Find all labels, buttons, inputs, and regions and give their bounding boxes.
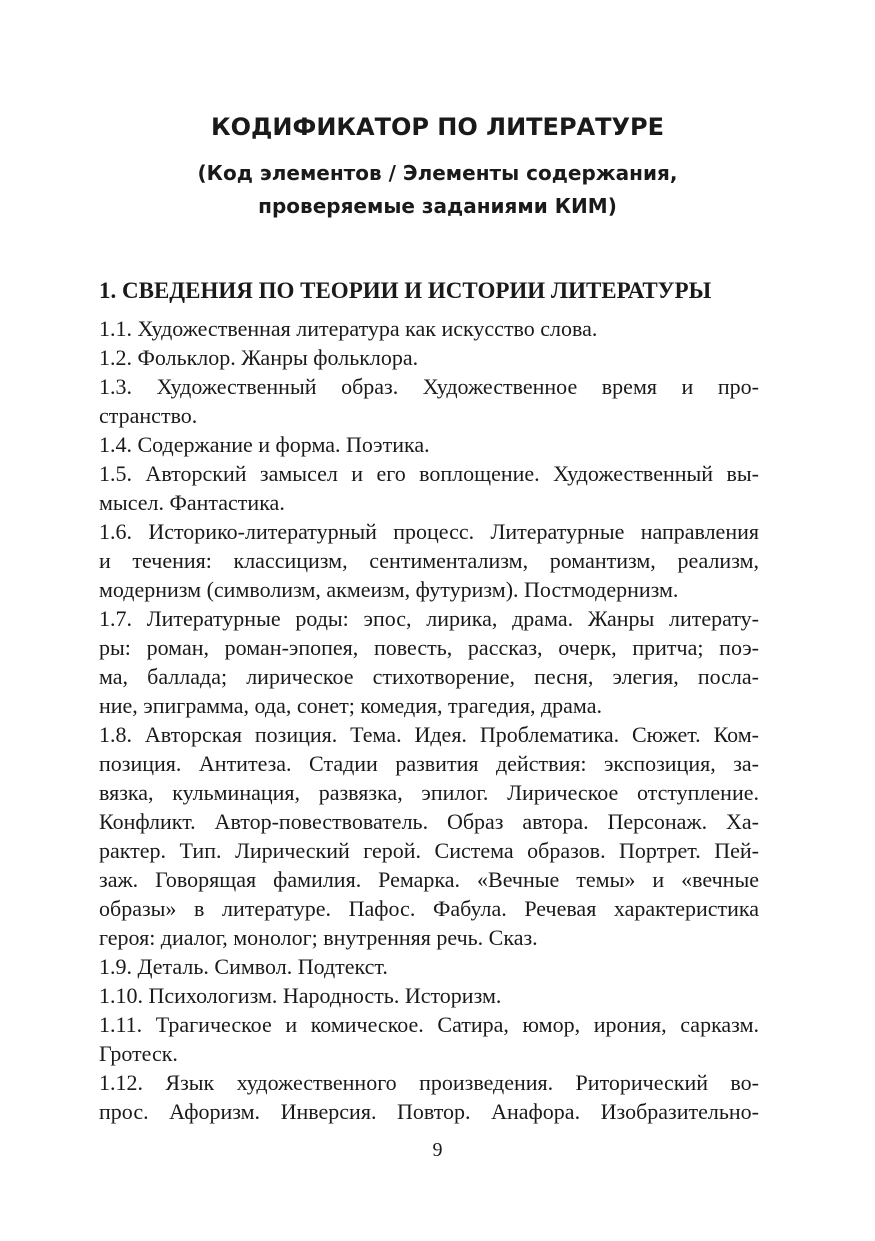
document-title: КОДИФИКАТОР ПО ЛИТЕРАТУРЕ bbox=[211, 113, 664, 141]
codifier-item-line: и течения: классицизм, сентиментализм, романтизм, реализм, bbox=[99, 548, 759, 573]
codifier-item-line: ние, эпиграмма, ода, сонет; комедия, трагедия, драма. bbox=[99, 693, 602, 718]
codifier-item-line: заж. Говорящая фамилия. Ремарка. «Вечные темы» и «вечные bbox=[99, 867, 759, 892]
subtitle-line-1: (Код элементов / Элементы содержания, bbox=[197, 161, 678, 185]
codifier-item-line: 1.3. Художественный образ. Художественное время и про- bbox=[99, 374, 759, 399]
codifier-item-line: прос. Афоризм. Инверсия. Повтор. Анафора. Изобразительно- bbox=[99, 1099, 759, 1124]
codifier-item bbox=[99, 720, 759, 952]
codifier-item bbox=[99, 952, 759, 981]
codifier-item-line: 1.1. Художественная литература как искусство слова. bbox=[99, 316, 598, 341]
subtitle-line-2: проверяемые заданиями КИМ) bbox=[258, 194, 617, 218]
codifier-item-line: 1.12. Язык художественного произведения. Риторический во- bbox=[99, 1070, 759, 1095]
codifier-item-line: 1.4. Содержание и форма. Поэтика. bbox=[99, 432, 430, 457]
codifier-item bbox=[99, 517, 759, 604]
codifier-item bbox=[99, 459, 759, 517]
codifier-item-line: 1.6. Историко-литературный процесс. Литературные направления bbox=[99, 519, 759, 544]
codifier-item-line: вязка, кульминация, развязка, эпилог. Лирическое отступление. bbox=[99, 780, 759, 805]
codifier-item bbox=[99, 604, 759, 720]
codifier-item bbox=[99, 314, 759, 343]
codifier-item-line: странство. bbox=[99, 403, 198, 428]
codifier-item-line: ма, баллада; лирическое стихотворение, песня, элегия, посла- bbox=[99, 664, 759, 689]
codifier-item-line: ры: роман, роман-эпопея, повесть, рассказ, очерк, притча; поэ- bbox=[99, 635, 759, 660]
codifier-item-line: Конфликт. Автор-повествователь. Образ автора. Персонаж. Ха- bbox=[99, 809, 759, 834]
codifier-item-line: мысел. Фантастика. bbox=[99, 490, 285, 515]
page-number: 9 bbox=[432, 1139, 443, 1161]
codifier-item bbox=[99, 1068, 759, 1126]
codifier-item-line: 1.8. Авторская позиция. Тема. Идея. Проблематика. Сюжет. Ком- bbox=[99, 722, 759, 747]
codifier-item-line: Гротеск. bbox=[99, 1041, 178, 1066]
codifier-item-line: рактер. Тип. Лирический герой. Система образов. Портрет. Пей- bbox=[99, 838, 759, 863]
codifier-item bbox=[99, 372, 759, 430]
codifier-item-line: героя: диалог, монолог; внутренняя речь. Сказ. bbox=[99, 925, 538, 950]
section-heading: 1. СВЕДЕНИЯ ПО ТЕОРИИ И ИСТОРИИ ЛИТЕРАТУРЫ bbox=[99, 278, 712, 303]
document-subtitle bbox=[0, 157, 875, 223]
codifier-item bbox=[99, 343, 759, 372]
codifier-item bbox=[99, 981, 759, 1010]
codifier-item bbox=[99, 1010, 759, 1068]
codifier-item bbox=[99, 430, 759, 459]
codifier-item-line: 1.9. Деталь. Символ. Подтекст. bbox=[99, 954, 388, 979]
codifier-item-line: 1.10. Психологизм. Народность. Историзм. bbox=[99, 983, 502, 1008]
codifier-items-list bbox=[99, 314, 759, 1126]
codifier-item-line: 1.11. Трагическое и комическое. Сатира, юмор, ирония, сарказм. bbox=[99, 1012, 759, 1037]
codifier-item-line: 1.7. Литературные роды: эпос, лирика, драма. Жанры литерату- bbox=[99, 606, 759, 631]
codifier-item-line: модернизм (символизм, акмеизм, футуризм). Постмодернизм. bbox=[99, 577, 679, 602]
codifier-item-line: образы» в литературе. Пафос. Фабула. Речевая характеристика bbox=[99, 896, 759, 921]
codifier-item-line: позиция. Антитеза. Стадии развития действия: экспозиция, за- bbox=[99, 751, 759, 776]
codifier-item-line: 1.2. Фольклор. Жанры фольклора. bbox=[99, 345, 419, 370]
codifier-item-line: 1.5. Авторский замысел и его воплощение. Художественный вы- bbox=[99, 461, 759, 486]
